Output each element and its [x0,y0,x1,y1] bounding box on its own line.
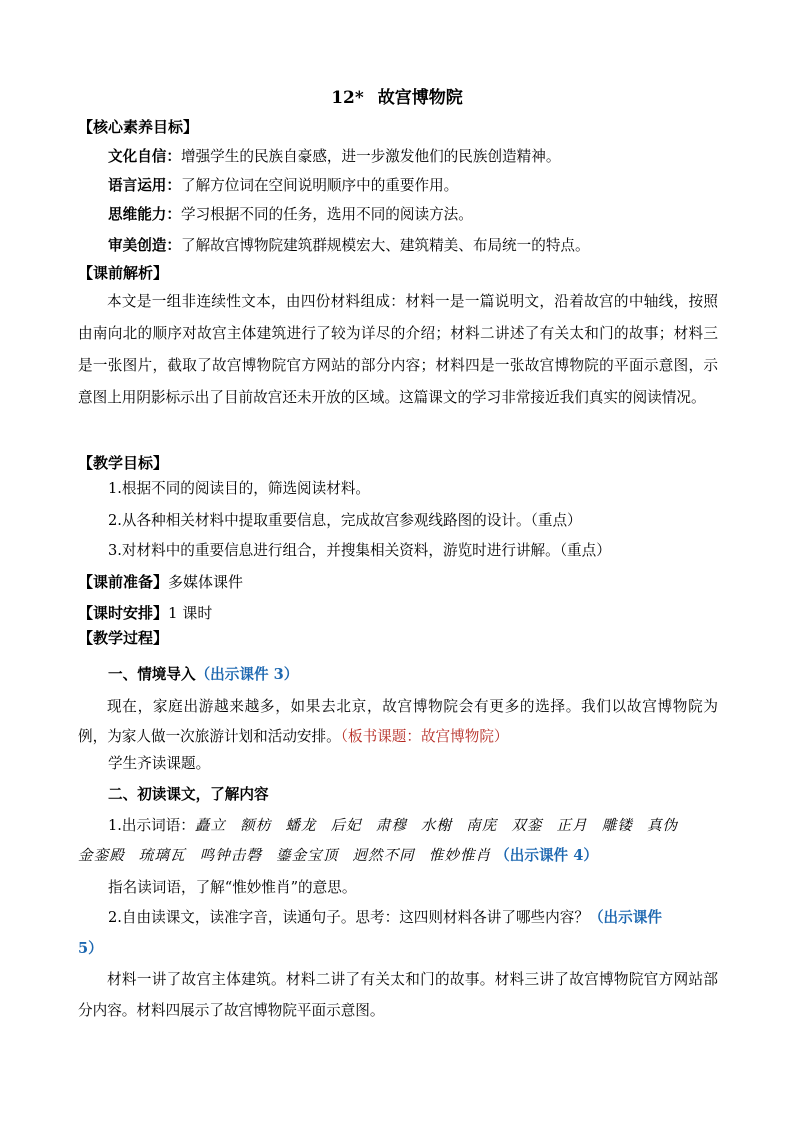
vocab-note: 指名读词语，了解“惟妙惟肖”的意思。 [108,879,357,896]
vocab-word: 南庑 [466,817,498,834]
goal-label: 审美创造： [108,237,181,254]
question-2-line [108,907,662,929]
core-goals-heading: 【核心素养目标】 [78,118,199,136]
section-1-title [108,664,298,686]
time-row [78,602,212,624]
lesson-title: 故宫博物院 [377,88,463,108]
intro-paragraph [78,692,718,752]
process-heading: 【教学过程】 [78,629,169,647]
goal-language [108,175,458,197]
objective-item: 3.对材料中的重要信息进行组合，并搜集相关资料，游览时进行讲解。（重点） [108,542,611,559]
prep-text: 多媒体课件 [168,573,244,591]
vocab-word: 金銮殿 [78,847,125,864]
section-1-label: 一、情境导入 [108,666,196,683]
vocab-row-1 [78,815,678,837]
courseware-tag: （出示课件 4） [495,847,598,864]
courseware-tag-tail: 5） [78,940,103,957]
goal-text: 了解故宫博物院建筑群规模宏大、建筑精美、布局统一的特点。 [180,237,590,254]
vocab-word: 雕镂 [601,817,633,834]
vocab-word: 惟妙惟肖 [428,847,492,864]
lesson-number: 12* [331,88,364,108]
board-note: （板书课题：故宫博物院） [340,728,509,745]
vocab-word: 琉璃瓦 [138,847,186,864]
courseware-tag: （出示课件 [588,909,662,926]
vocab-lead: 1.出示词语： [108,817,195,834]
intro-text: 现在，家庭出游越来越多，如果去北京，故宫博物院会有更多的选择。我们以故宫博物院为例，为家人做一次旅游计划和活动安排。 [78,698,718,745]
vocab-word: 蟠龙 [285,817,317,834]
goal-aesthetic [108,235,590,257]
vocab-word: 正月 [556,817,588,834]
vocab-word: 矗立 [194,817,227,834]
goal-text: 学习根据不同的任务，选用不同的阅读方法。 [180,206,473,223]
vocab-word: 双銮 [511,817,543,834]
objective-item: 2.从各种相关材料中提取重要信息，完成故宫参观线路图的设计。（重点） [108,512,582,529]
time-heading: 【课时安排】 [78,604,169,622]
objective-item: 1.根据不同的阅读目的，筛选阅读材料。 [108,480,371,497]
goal-text: 了解方位词在空间说明顺序中的重要作用。 [180,177,459,194]
goal-thinking [108,204,473,226]
summary-paragraph: 材料一讲了故宫主体建筑。材料二讲了有关太和门的故事。材料三讲了故宫博物院官方网站部分内容。材料四展示了故宫博物院平面示意图。 [78,971,718,1019]
vocab-word: 额枋 [240,817,272,834]
page-title [0,86,794,110]
goal-label: 语言运用： [108,177,181,194]
vocab-word: 真伪 [646,817,679,834]
question-2-tag-wrap [78,938,103,960]
courseware-tag: （出示课件 3） [195,666,299,683]
goal-text: 增强学生的民族自豪感，进一步激发他们的民族创造精神。 [180,148,561,165]
vocab-word: 肃穆 [375,817,407,834]
prep-heading: 【课前准备】 [78,573,169,591]
vocab-word: 水榭 [420,817,453,834]
vocab-word: 后妃 [330,817,362,834]
students-read-line: 学生齐读课题。 [108,755,211,772]
analysis-heading: 【课前解析】 [78,264,169,282]
vocab-word: 迥然不同 [352,847,415,864]
goal-culture [108,146,560,168]
prep-row [78,571,243,593]
vocab-row-2 [78,845,598,867]
goal-label: 思维能力： [108,206,181,223]
question-2-text: 2.自由读课文，读准字音，读通句子。思考：这四则材料各讲了哪些内容？ [108,909,589,926]
analysis-paragraph: 本文是一组非连续性文本，由四份材料组成：材料一是一篇说明文，沿着故宫的中轴线，按照由南向北的顺序对故宫主体建筑进行了较为详尽的介绍；材料二讲述了有关太和门的故事；材料三是一张图片，截取了故宫博物院官方网站的部分内容；材料四是一张故宫博物院的平面示意图，示意图上用阴影标示出了目前故宫还未开放的区域。这篇课文的学习非常接近我们真实的阅读情况。 [78,293,718,406]
section-2-title: 二、初读课文，了解内容 [108,786,269,803]
vocab-word: 鎏金宝顶 [275,847,339,864]
time-text: 1 课时 [168,604,213,622]
goal-label: 文化自信： [108,148,181,165]
vocab-word: 鸣钟击磬 [199,847,262,864]
objectives-heading: 【教学目标】 [78,454,169,472]
